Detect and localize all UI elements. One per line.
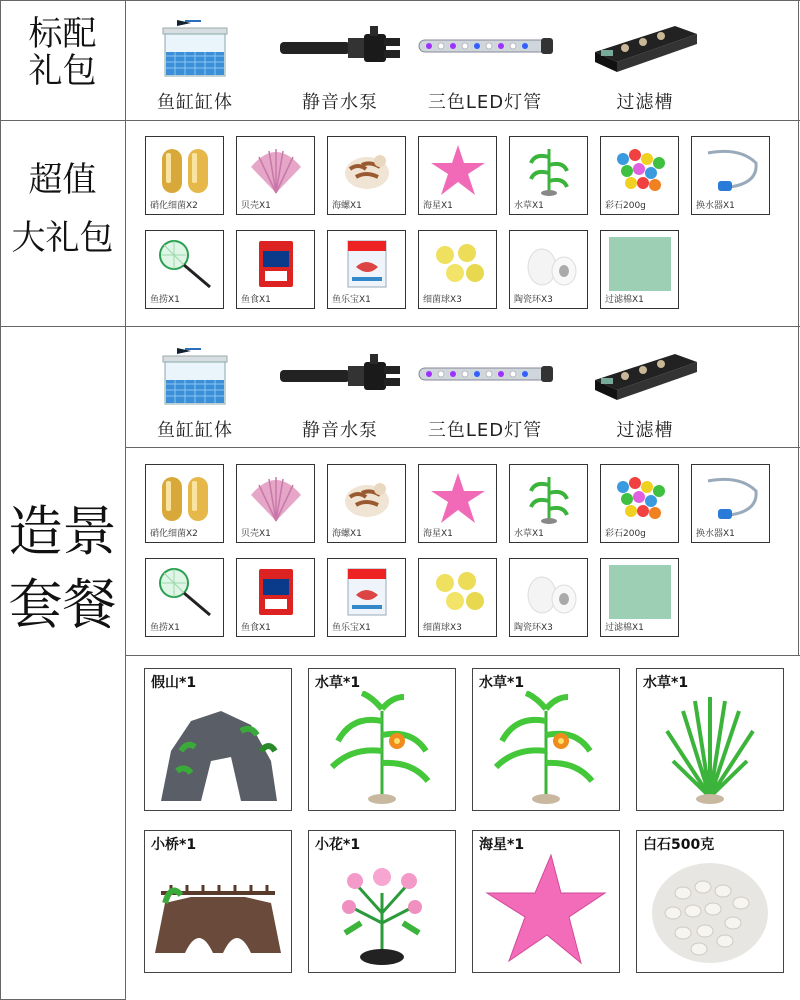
gift-label: 过滤棉X1 (605, 623, 644, 633)
gift-label: 陶瓷环X3 (514, 623, 553, 633)
landscape-gift-tile (236, 558, 315, 637)
equipment-name: 过滤槽 (616, 92, 674, 113)
water-conditioner-icon (336, 237, 398, 291)
fish-food-icon (245, 565, 307, 619)
decor-card (472, 668, 620, 811)
decor-label: 假山*1 (151, 675, 197, 691)
gift-label: 鱼食X1 (241, 295, 271, 305)
gift-label: 硝化细菌X2 (150, 529, 198, 539)
decor-card (308, 668, 456, 811)
fish-food-icon (245, 237, 307, 291)
equipment-name: 静音水泵 (302, 92, 378, 113)
gift-label: 换水器X1 (696, 529, 735, 539)
bonus-gift-tile (600, 136, 679, 215)
gift-label: 细菌球X3 (423, 295, 462, 305)
decor-label: 小花*1 (315, 837, 361, 853)
equipment-name: 鱼缸缸体 (157, 92, 233, 113)
gift-label: 硝化细菌X2 (150, 201, 198, 211)
gift-label: 海螺X1 (332, 529, 362, 539)
ceramic-ring-icon (518, 565, 580, 619)
divider-landscape-decor (125, 655, 800, 656)
landscape-gift-tile (145, 464, 224, 543)
led-tube-icon (410, 340, 560, 410)
gift-label: 贝壳X1 (241, 201, 271, 211)
divider-bonus-landscape (0, 326, 800, 327)
gift-label: 海星X1 (423, 529, 453, 539)
equipment-name: 三色LED灯管 (427, 420, 543, 441)
gift-label: 过滤棉X1 (605, 295, 644, 305)
plant-icon (518, 471, 580, 525)
decor-card (308, 830, 456, 973)
water-conditioner-icon (336, 565, 398, 619)
bonus-gift-tile (509, 230, 588, 309)
decor-card (636, 830, 784, 973)
plant-flower-icon (479, 691, 613, 807)
net-icon (154, 565, 216, 619)
landscape-item-led-tube (410, 340, 560, 442)
rockery-icon (151, 691, 285, 807)
decor-label: 水草*1 (479, 675, 525, 691)
landscape-gift-tile (327, 558, 406, 637)
landscape-gift-tile (509, 558, 588, 637)
gift-label: 彩石200g (605, 201, 646, 211)
gift-label: 鱼乐宝X1 (332, 295, 371, 305)
big-starfish-icon (479, 853, 613, 969)
bridge-icon (151, 853, 285, 969)
divider-standard-bonus (0, 120, 800, 121)
landscape-gift-tile (327, 464, 406, 543)
plant-flower-icon (315, 691, 449, 807)
bonus-gift-tile (327, 136, 406, 215)
decor-label: 水草*1 (643, 675, 689, 691)
pink-flower-icon (315, 853, 449, 969)
standard-item-water-pump (265, 12, 415, 114)
decor-card (144, 830, 292, 973)
gift-label: 水草X1 (514, 529, 544, 539)
ceramic-ring-icon (518, 237, 580, 291)
led-tube-icon (410, 12, 560, 82)
pebbles-icon (609, 143, 671, 197)
standard-item-fish-tank (120, 12, 270, 114)
filter-box-icon (570, 340, 720, 410)
gift-label: 彩石200g (605, 529, 646, 539)
conch-icon (336, 143, 398, 197)
decor-card (472, 830, 620, 973)
landscape-gift-tile (600, 558, 679, 637)
landscape-gift-tile (600, 464, 679, 543)
filter-cotton-icon (609, 565, 671, 619)
fish-tank-icon (120, 12, 270, 82)
equipment-name: 三色LED灯管 (427, 92, 543, 113)
shell-icon (245, 143, 307, 197)
gift-label: 水草X1 (514, 201, 544, 211)
bonus-gift-tile (691, 136, 770, 215)
bonus-gift-tile (145, 136, 224, 215)
standard-item-led-tube (410, 12, 560, 114)
gift-label: 鱼食X1 (241, 623, 271, 633)
fish-tank-icon (120, 340, 270, 410)
bonus-gift-tile (509, 136, 588, 215)
gift-label: 换水器X1 (696, 201, 735, 211)
gift-label: 陶瓷环X3 (514, 295, 553, 305)
landscape-gift-tile (418, 464, 497, 543)
bonus-gift-tile (236, 230, 315, 309)
landscape-item-filter-box (570, 340, 720, 442)
capsule-icon (154, 471, 216, 525)
decor-label: 白石500克 (643, 837, 715, 853)
filter-cotton-icon (609, 237, 671, 291)
landscape-package-label: 造景 套餐 (8, 500, 117, 636)
standard-item-filter-box (570, 12, 720, 114)
landscape-item-fish-tank (120, 340, 270, 442)
equipment-name: 鱼缸缸体 (157, 420, 233, 441)
grass-icon (643, 691, 777, 807)
decor-label: 小桥*1 (151, 837, 197, 853)
decor-label: 海星*1 (479, 837, 525, 853)
starfish-icon (427, 143, 489, 197)
standard-package-label: 标配 礼包 (28, 14, 97, 92)
landscape-gift-tile (145, 558, 224, 637)
white-stones-icon (643, 853, 777, 969)
plant-icon (518, 143, 580, 197)
pebbles-icon (609, 471, 671, 525)
gift-label: 贝壳X1 (241, 529, 271, 539)
gift-label: 鱼捞X1 (150, 623, 180, 633)
bonus-gift-tile (327, 230, 406, 309)
decor-card (144, 668, 292, 811)
starfish-icon (427, 471, 489, 525)
decor-label: 水草*1 (315, 675, 361, 691)
bio-ball-icon (427, 565, 489, 619)
equipment-name: 静音水泵 (302, 420, 378, 441)
water-pump-icon (265, 12, 415, 82)
landscape-item-water-pump (265, 340, 415, 442)
gift-label: 海螺X1 (332, 201, 362, 211)
bonus-gift-tile (418, 136, 497, 215)
gift-label: 海星X1 (423, 201, 453, 211)
divider-landscape-gifts (125, 447, 800, 448)
landscape-gift-tile (691, 464, 770, 543)
bio-ball-icon (427, 237, 489, 291)
landscape-gift-tile (509, 464, 588, 543)
landscape-gift-tile (418, 558, 497, 637)
gift-label: 鱼捞X1 (150, 295, 180, 305)
label-column-divider (125, 0, 126, 1000)
shell-icon (245, 471, 307, 525)
bonus-gift-tile (418, 230, 497, 309)
bonus-package-label: 超值 大礼包 (11, 160, 114, 258)
siphon-icon (700, 143, 762, 197)
right-border (798, 0, 799, 656)
conch-icon (336, 471, 398, 525)
bonus-gift-tile (600, 230, 679, 309)
landscape-gift-tile (236, 464, 315, 543)
top-border (0, 0, 800, 1)
equipment-name: 过滤槽 (616, 420, 674, 441)
decor-card (636, 668, 784, 811)
filter-box-icon (570, 12, 720, 82)
gift-label: 鱼乐宝X1 (332, 623, 371, 633)
bonus-gift-tile (236, 136, 315, 215)
net-icon (154, 237, 216, 291)
water-pump-icon (265, 340, 415, 410)
bonus-gift-tile (145, 230, 224, 309)
capsule-icon (154, 143, 216, 197)
siphon-icon (700, 471, 762, 525)
gift-label: 细菌球X3 (423, 623, 462, 633)
